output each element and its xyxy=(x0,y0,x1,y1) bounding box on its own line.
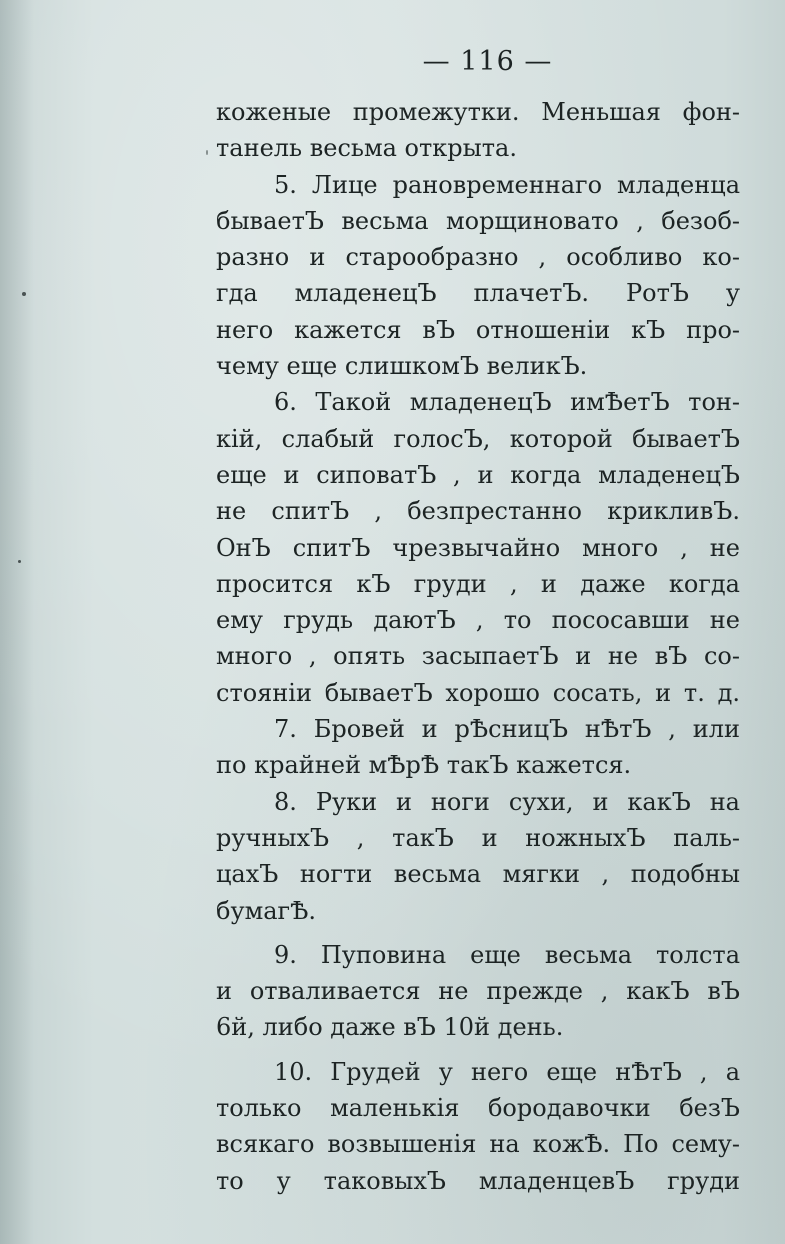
paragraph-10-start: 10. Грудей у него еще нѢтЪ , а xyxy=(274,1057,740,1086)
text-line: всякаго возвышенiя на кожѢ. По сему- xyxy=(216,1130,740,1159)
paragraph-9-start: 9. Пуповина еще весьма толста xyxy=(274,940,740,969)
text-line: стоянiи бываетЪ хорошо сосать, и т. д. xyxy=(216,678,740,707)
body-text xyxy=(216,94,740,1199)
paper-speck xyxy=(22,292,26,296)
paragraph-8-start: 8. Руки и ноги сухи, и какЪ на xyxy=(274,787,740,816)
text-line: 6й, либо даже вЪ 10й день. xyxy=(216,1013,564,1042)
text-line: цахЪ ногти весьма мягки , подобны xyxy=(216,860,740,889)
text-line: только маленькiя бородавочки безЪ xyxy=(216,1094,740,1123)
text-line: ручныхЪ , такЪ и ножныхЪ паль- xyxy=(216,823,740,852)
text-line: не спитЪ , безпрестанно крикливЪ. xyxy=(216,497,740,526)
text-line: просится кЪ груди , и даже когда xyxy=(216,569,740,598)
text-line: бываетЪ весьма морщиновато , безоб- xyxy=(216,206,740,235)
text-line: танель весьма открыта. xyxy=(216,134,517,163)
page-gutter-shadow xyxy=(0,0,34,1244)
text-line: разно и старообразно , особливо ко- xyxy=(216,243,740,272)
paragraph-5-start: 5. Лице рановременнаго младенца xyxy=(274,170,740,199)
text-line: него кажется вЪ отношенiи кЪ про- xyxy=(216,315,740,344)
text-line: ОнЪ спитЪ чрезвычайно много , не xyxy=(216,533,740,562)
page-number: — 116 — xyxy=(422,46,553,77)
text-line: кiй, слабый голосЪ, которой бываетЪ xyxy=(216,424,740,453)
text-line: то у таковыхЪ младенцевЪ груди xyxy=(216,1166,740,1195)
text-line: еще и сиповатЪ , и когда младенецЪ xyxy=(216,460,740,489)
text-line: ему грудь даютЪ , то пососавши не xyxy=(216,606,740,635)
text-line: коженые промежутки. Меньшая фон- xyxy=(216,98,740,126)
text-line: по крайней мѢрѢ такЪ кажется. xyxy=(216,751,632,780)
text-line: чему еще слишкомЪ великЪ. xyxy=(216,352,588,381)
paragraph-7-start: 7. Бровей и рѢсницЪ нѢтЪ , или xyxy=(274,715,740,744)
text-line: гда младенецЪ плачетЪ. РотЪ у xyxy=(216,279,740,308)
paper-speck xyxy=(206,150,208,155)
text-line: бумагѢ. xyxy=(216,896,317,925)
paper-speck xyxy=(18,560,21,563)
text-line: много , опять засыпаетЪ и не вЪ со- xyxy=(216,642,740,671)
paragraph-6-start: 6. Такой младенецЪ имѢетЪ тон- xyxy=(274,388,740,417)
text-line: и отваливается не прежде , какЪ вЪ xyxy=(216,977,740,1006)
